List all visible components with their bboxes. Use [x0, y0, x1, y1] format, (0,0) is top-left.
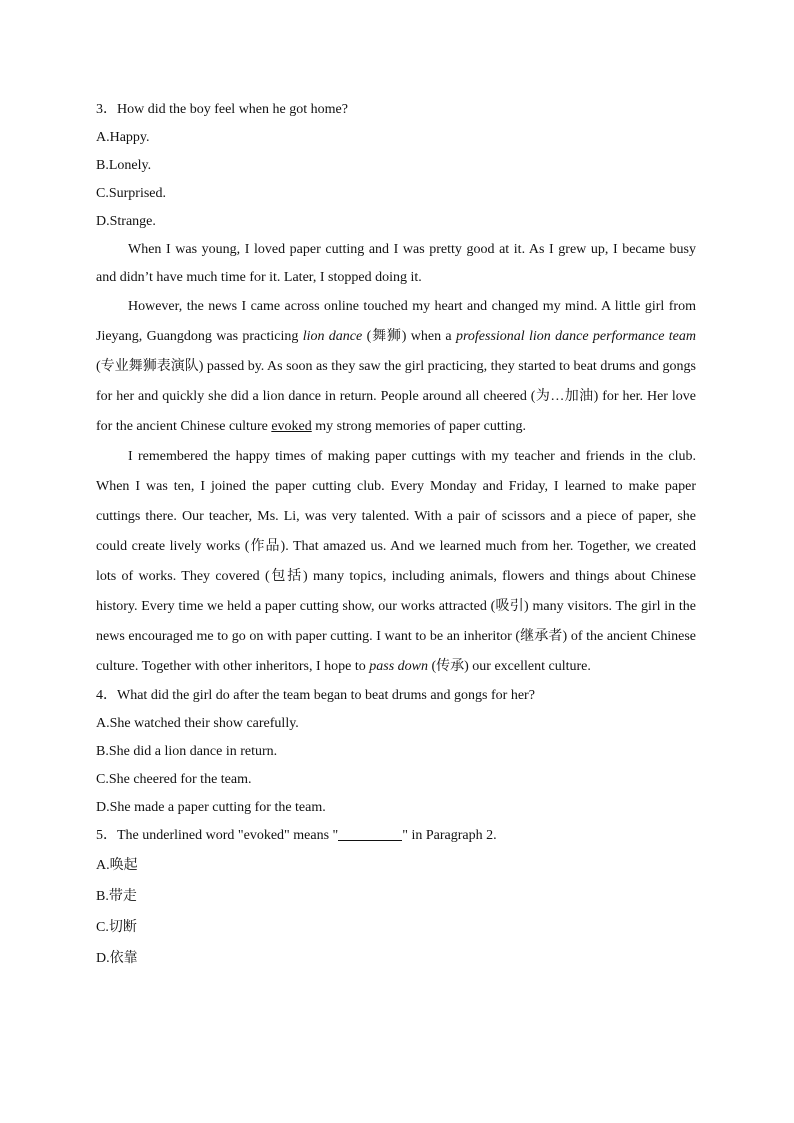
answer-blank	[338, 826, 402, 841]
p3-text-1: I remembered the happy times of making paper cuttings with my teacher and friends in the club. When I was ten, I joined the paper cutting club. Every Monday and Friday, I learned to make paper cuttings there. Our teacher, Ms. Li, was very talented. With a pair of scissors and a piece of paper, she could create lively works (作品). That amazed us. And we learned much from her. Together, we created lots of works. They covered (包括) many topics, including animals, flowers and things about Chinese history. Every time we held a paper cutting show, our works attracted (吸引) many visitors. The girl in the news encouraged me to go on with paper cutting. I want to be an inheritor (继承者) of the ancient Chinese culture. Together with other inheritors, I hope to	[96, 449, 696, 674]
passage-paragraph-3	[96, 442, 696, 682]
p2-lion-dance-term: lion dance	[302, 329, 363, 344]
p3-text-2: (传承) our excellent culture.	[427, 659, 591, 674]
q3-option-b: B.Lonely.	[96, 158, 152, 173]
q5-option-b: B.带走	[96, 889, 137, 904]
q3-option-d: D.Strange.	[96, 214, 156, 229]
question-4	[96, 682, 696, 822]
p2-text-2: (舞狮) when a	[362, 329, 456, 344]
question-4-text: 4．What did the girl do after the team began to beat drums and gongs for her?	[96, 688, 535, 703]
question-3-text: 3．How did the boy feel when he got home?	[96, 102, 348, 117]
q5-text-before-blank: 5．The underlined word "evoked" means "	[96, 828, 339, 843]
q4-option-d: D.She made a paper cutting for the team.	[96, 800, 326, 815]
p2-team-term: professional lion dance performance team	[455, 329, 696, 344]
page-content	[96, 96, 696, 974]
p2-text-1: However, the news I came across online touched my heart and changed my mind. A little girl from Jieyang, Guangdong was practicing	[96, 299, 696, 344]
q3-option-a: A.Happy.	[96, 130, 150, 145]
question-5	[96, 822, 696, 974]
underlined-word-evoked: evoked	[271, 419, 312, 434]
reading-passage	[96, 236, 696, 682]
q4-option-b: B.She did a lion dance in return.	[96, 744, 278, 759]
q4-option-a: A.She watched their show carefully.	[96, 716, 299, 731]
q5-option-c: C.切断	[96, 920, 137, 935]
q5-option-d: D.依靠	[96, 951, 138, 966]
passage-paragraph-1: When I was young, I loved paper cutting and I was pretty good at it. As I grew up, I became busy and didn’t have much time for it. Later, I stopped doing it.	[96, 242, 696, 285]
p2-text-4: my strong memories of paper cutting.	[311, 419, 526, 434]
q3-option-c: C.Surprised.	[96, 186, 166, 201]
q4-option-c: C.She cheered for the team.	[96, 772, 252, 787]
question-5-text	[96, 822, 696, 850]
p3-pass-down-term: pass down	[369, 659, 428, 674]
question-3	[96, 96, 696, 236]
p2-text-3: (专业舞狮表演队) passed by. As soon as they saw the girl practicing, they started to beat drums and gongs for her and quickly she did a lion dance in return. People around all cheered (为…加油) for her. Her love for the ancient Chinese culture	[96, 359, 696, 434]
q5-option-a: A.唤起	[96, 858, 138, 873]
passage-paragraph-2	[96, 292, 696, 442]
q5-text-after-blank: " in Paragraph 2.	[402, 828, 497, 843]
